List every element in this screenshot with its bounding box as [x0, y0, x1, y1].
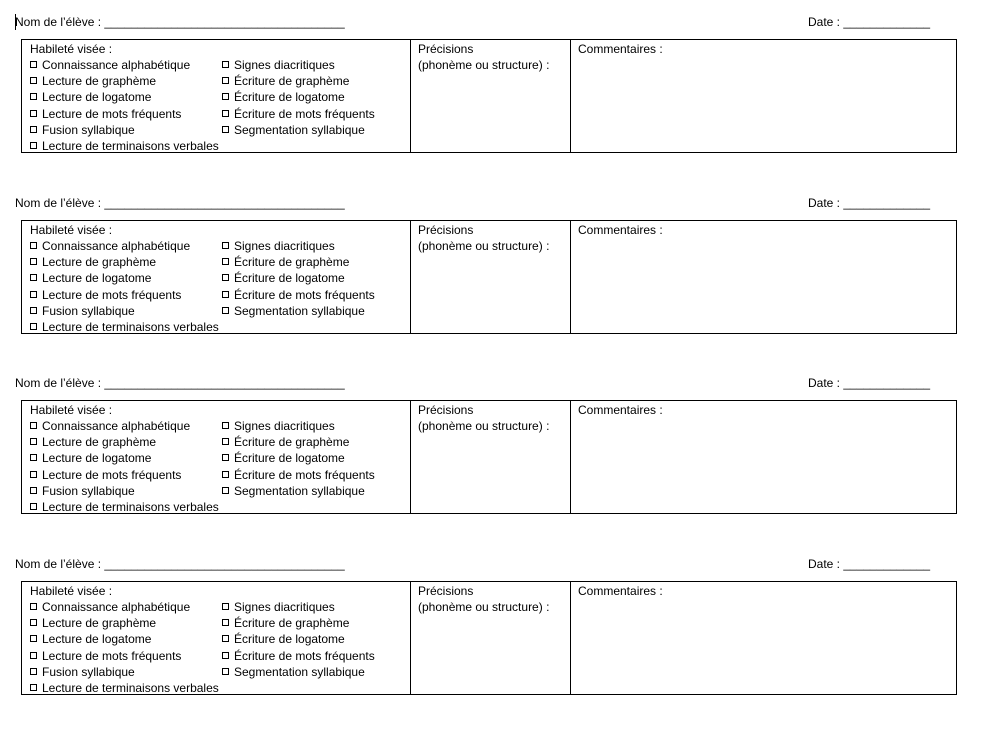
skills-list [30, 599, 410, 696]
checkbox-icon[interactable] [30, 77, 37, 84]
habilete-title: Habileté visée : [30, 584, 113, 598]
skill-lecture-logatome[interactable]: Lecture de logatome [30, 631, 151, 647]
evaluation-table [21, 220, 957, 334]
checkbox-icon[interactable] [30, 684, 37, 691]
skill-ecriture-mots-frequents[interactable]: Écriture de mots fréquents [222, 467, 375, 483]
skill-ecriture-mots-frequents[interactable]: Écriture de mots fréquents [222, 106, 375, 122]
skill-lecture-terminaisons-verbales[interactable]: Lecture de terminaisons verbales [30, 680, 219, 696]
skill-lecture-terminaisons-verbales[interactable]: Lecture de terminaisons verbales [30, 319, 219, 335]
checkbox-icon[interactable] [30, 438, 37, 445]
checkbox-icon[interactable] [30, 93, 37, 100]
checkbox-icon[interactable] [222, 77, 229, 84]
skill-fusion-syllabique[interactable]: Fusion syllabique [30, 664, 135, 680]
checkbox-icon[interactable] [222, 61, 229, 68]
skill-lecture-logatome[interactable]: Lecture de logatome [30, 89, 151, 105]
commentaires-cell[interactable] [571, 582, 956, 694]
skill-signes-diacritiques[interactable]: Signes diacritiques [222, 599, 335, 615]
habilete-cell [22, 401, 411, 513]
skill-lecture-grapheme[interactable]: Lecture de graphème [30, 254, 156, 270]
checkbox-icon[interactable] [222, 291, 229, 298]
habilete-title: Habileté visée : [30, 42, 113, 56]
evaluation-block [0, 15, 989, 185]
precisions-cell[interactable] [411, 401, 571, 513]
skill-lecture-grapheme[interactable]: Lecture de graphème [30, 73, 156, 89]
commentaires-title: Commentaires : [578, 403, 663, 417]
skill-lecture-mots-frequents[interactable]: Lecture de mots fréquents [30, 467, 181, 483]
date-field[interactable]: Date : _____________ [808, 196, 931, 210]
date-field[interactable]: Date : _____________ [808, 15, 931, 29]
skill-ecriture-grapheme[interactable]: Écriture de graphème [222, 254, 349, 270]
commentaires-cell[interactable] [571, 221, 956, 333]
skill-ecriture-grapheme[interactable]: Écriture de graphème [222, 73, 349, 89]
checkbox-icon[interactable] [222, 307, 229, 314]
checkbox-icon[interactable] [30, 323, 37, 330]
checkbox-icon[interactable] [30, 487, 37, 494]
checkbox-icon[interactable] [30, 668, 37, 675]
skill-signes-diacritiques[interactable]: Signes diacritiques [222, 57, 335, 73]
skill-segmentation-syllabique[interactable]: Segmentation syllabique [222, 303, 365, 319]
commentaires-title: Commentaires : [578, 42, 663, 56]
checkbox-icon[interactable] [222, 635, 229, 642]
skill-ecriture-logatome[interactable]: Écriture de logatome [222, 270, 345, 286]
checkbox-icon[interactable] [222, 93, 229, 100]
habilete-cell [22, 40, 411, 152]
skill-segmentation-syllabique[interactable]: Segmentation syllabique [222, 122, 365, 138]
precisions-cell[interactable] [411, 582, 571, 694]
date-field[interactable]: Date : _____________ [808, 376, 931, 390]
precisions-cell[interactable] [411, 40, 571, 152]
checkbox-icon[interactable] [30, 242, 37, 249]
habilete-cell [22, 582, 411, 694]
skill-signes-diacritiques[interactable]: Signes diacritiques [222, 418, 335, 434]
skill-fusion-syllabique[interactable]: Fusion syllabique [30, 303, 135, 319]
skill-connaissance-alphabetique[interactable]: Connaissance alphabétique [30, 57, 190, 73]
skill-lecture-terminaisons-verbales[interactable]: Lecture de terminaisons verbales [30, 138, 219, 154]
checkbox-icon[interactable] [222, 619, 229, 626]
skill-ecriture-mots-frequents[interactable]: Écriture de mots fréquents [222, 648, 375, 664]
commentaires-cell[interactable] [571, 401, 956, 513]
skill-signes-diacritiques[interactable]: Signes diacritiques [222, 238, 335, 254]
skill-lecture-logatome[interactable]: Lecture de logatome [30, 270, 151, 286]
checkbox-icon[interactable] [222, 652, 229, 659]
skills-list [30, 57, 410, 154]
commentaires-cell[interactable] [571, 40, 956, 152]
checkbox-icon[interactable] [30, 274, 37, 281]
skills-list [30, 238, 410, 335]
checkbox-icon[interactable] [222, 487, 229, 494]
student-name-field[interactable]: Nom de l’élève : ____________________________________ [15, 15, 345, 29]
checkbox-icon[interactable] [30, 291, 37, 298]
checkbox-icon[interactable] [222, 242, 229, 249]
checkbox-icon[interactable] [222, 274, 229, 281]
checkbox-icon[interactable] [30, 142, 37, 149]
skill-segmentation-syllabique[interactable]: Segmentation syllabique [222, 664, 365, 680]
checkbox-icon[interactable] [222, 438, 229, 445]
checkbox-icon[interactable] [222, 258, 229, 265]
checkbox-icon[interactable] [30, 503, 37, 510]
student-name-field[interactable]: Nom de l’élève : ____________________________________ [15, 376, 345, 390]
student-header [15, 376, 935, 392]
student-header [15, 557, 935, 573]
checkbox-icon[interactable] [30, 652, 37, 659]
skill-lecture-mots-frequents[interactable]: Lecture de mots fréquents [30, 287, 181, 303]
checkbox-icon[interactable] [30, 61, 37, 68]
student-name-field[interactable]: Nom de l’élève : ____________________________________ [15, 557, 345, 571]
skill-lecture-mots-frequents[interactable]: Lecture de mots fréquents [30, 648, 181, 664]
evaluation-block [0, 196, 989, 366]
checkbox-icon[interactable] [30, 258, 37, 265]
commentaires-title: Commentaires : [578, 223, 663, 237]
checkbox-icon[interactable] [222, 471, 229, 478]
precisions-cell[interactable] [411, 221, 571, 333]
checkbox-icon[interactable] [30, 471, 37, 478]
skill-connaissance-alphabetique[interactable]: Connaissance alphabétique [30, 599, 190, 615]
evaluation-block [0, 376, 989, 546]
checkbox-icon[interactable] [30, 307, 37, 314]
skill-ecriture-mots-frequents[interactable]: Écriture de mots fréquents [222, 287, 375, 303]
evaluation-table [21, 39, 957, 153]
skill-ecriture-logatome[interactable]: Écriture de logatome [222, 89, 345, 105]
skill-lecture-grapheme[interactable]: Lecture de graphème [30, 434, 156, 450]
checkbox-icon[interactable] [30, 126, 37, 133]
skills-list [30, 418, 410, 515]
checkbox-icon[interactable] [30, 110, 37, 117]
checkbox-icon[interactable] [30, 422, 37, 429]
checkbox-icon[interactable] [30, 635, 37, 642]
skill-lecture-logatome[interactable]: Lecture de logatome [30, 450, 151, 466]
habilete-title: Habileté visée : [30, 403, 113, 417]
checkbox-icon[interactable] [222, 668, 229, 675]
skill-segmentation-syllabique[interactable]: Segmentation syllabique [222, 483, 365, 499]
date-field[interactable]: Date : _____________ [808, 557, 931, 571]
skill-lecture-terminaisons-verbales[interactable]: Lecture de terminaisons verbales [30, 499, 219, 515]
evaluation-table [21, 400, 957, 514]
evaluation-table [21, 581, 957, 695]
skill-ecriture-grapheme[interactable]: Écriture de graphème [222, 434, 349, 450]
skill-lecture-grapheme[interactable]: Lecture de graphème [30, 615, 156, 631]
student-header [15, 15, 935, 31]
precisions-title: Précisions (phonème ou structure) : [418, 584, 550, 614]
checkbox-icon[interactable] [30, 603, 37, 610]
precisions-title: Précisions (phonème ou structure) : [418, 42, 550, 72]
checkbox-icon[interactable] [222, 454, 229, 461]
checkbox-icon[interactable] [30, 619, 37, 626]
precisions-title: Précisions (phonème ou structure) : [418, 223, 550, 253]
skill-connaissance-alphabetique[interactable]: Connaissance alphabétique [30, 238, 190, 254]
checkbox-icon[interactable] [222, 110, 229, 117]
commentaires-title: Commentaires : [578, 584, 663, 598]
checkbox-icon[interactable] [30, 454, 37, 461]
evaluation-block [0, 557, 989, 727]
skill-ecriture-grapheme[interactable]: Écriture de graphème [222, 615, 349, 631]
skill-lecture-mots-frequents[interactable]: Lecture de mots fréquents [30, 106, 181, 122]
checkbox-icon[interactable] [222, 603, 229, 610]
skill-fusion-syllabique[interactable]: Fusion syllabique [30, 122, 135, 138]
student-name-field[interactable]: Nom de l’élève : ____________________________________ [15, 196, 345, 210]
precisions-title: Précisions (phonème ou structure) : [418, 403, 550, 433]
skill-ecriture-logatome[interactable]: Écriture de logatome [222, 631, 345, 647]
student-header [15, 196, 935, 212]
checkbox-icon[interactable] [222, 126, 229, 133]
skill-connaissance-alphabetique[interactable]: Connaissance alphabétique [30, 418, 190, 434]
checkbox-icon[interactable] [222, 422, 229, 429]
skill-fusion-syllabique[interactable]: Fusion syllabique [30, 483, 135, 499]
habilete-title: Habileté visée : [30, 223, 113, 237]
skill-ecriture-logatome[interactable]: Écriture de logatome [222, 450, 345, 466]
habilete-cell [22, 221, 411, 333]
